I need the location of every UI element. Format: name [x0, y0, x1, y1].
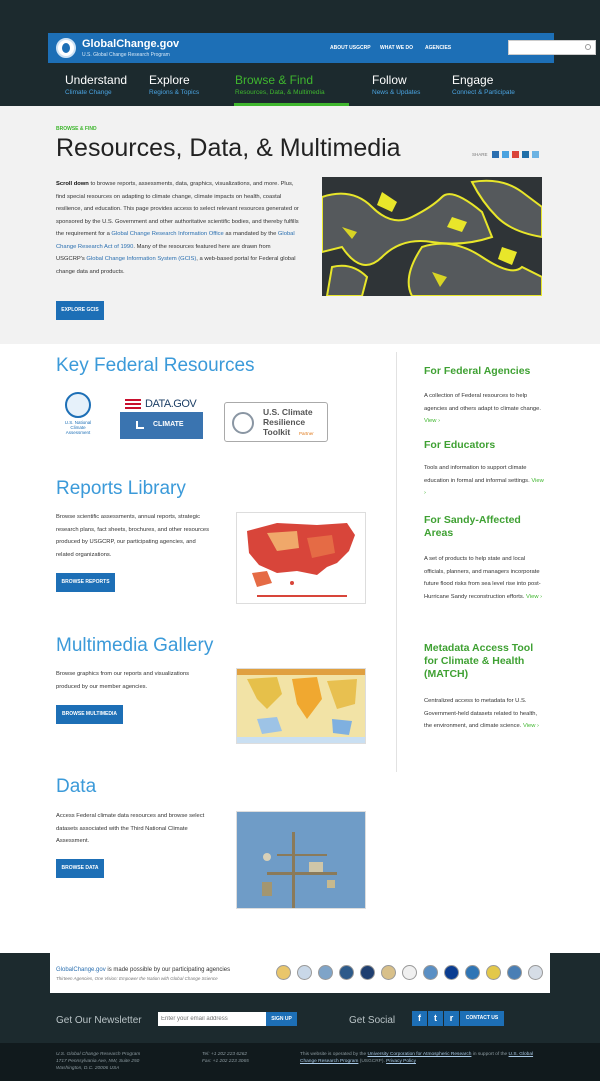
intro-part: . Many of the resources featured here are drawn from USGCRP's	[56, 243, 271, 262]
agency-seal-icon[interactable]	[528, 965, 543, 980]
agency-seal-icon[interactable]	[465, 965, 480, 980]
address-line: 1717 Pennsylvania Ave, NW, Suite 250	[56, 1059, 140, 1064]
chart-icon	[136, 421, 144, 429]
multimedia-heading: Multimedia Gallery	[56, 635, 214, 656]
agency-seal-icon[interactable]	[423, 965, 438, 980]
linkedin-icon[interactable]	[522, 151, 529, 158]
fax: Fax: +1 202 223 3065	[202, 1059, 249, 1064]
email-icon[interactable]	[532, 151, 539, 158]
browse-reports-button[interactable]: BROWSE REPORTS	[56, 573, 115, 592]
resilience-toolkit-logo[interactable]	[224, 402, 328, 442]
sign-up-button[interactable]: SIGN UP	[266, 1012, 297, 1026]
facebook-icon[interactable]	[492, 151, 499, 158]
intro-part: to browse reports, assessments, data, graphics, visualizations, and more. Plus, find special resources on adapting to climate change, climate impacts on health, coastal resilience, and education. This page provides access to select relevant resources generated or sponsored by the U.S. Government and other authoritative scientific bodies, and thereby fulfills the requirement for a	[56, 181, 299, 237]
brand-bar	[48, 33, 554, 63]
nca-globe-icon	[65, 392, 91, 418]
operator-part: in support of the	[471, 1052, 509, 1057]
address-line: U.S. Global Change Research Program	[56, 1052, 141, 1057]
sidebar-text-body: A collection of Federal resources to help agencies and others adapt to climate change.	[424, 393, 541, 412]
research-office-link[interactable]: Global Change Research Information Office	[111, 231, 224, 237]
agency-seal-icon[interactable]	[339, 965, 354, 980]
nca-label: U.S. National Climate Assessment	[64, 420, 92, 435]
us-temperature-map-image	[236, 512, 366, 604]
datagov-label: DATA.GOV	[145, 398, 197, 410]
agency-seal-icon[interactable]	[444, 965, 459, 980]
nav-title: Understand	[65, 73, 128, 87]
top-link-what-we-do[interactable]: WHAT WE DO	[380, 45, 413, 51]
weather-station-image	[236, 811, 366, 909]
twitter-icon[interactable]	[502, 151, 509, 158]
research-act-link[interactable]: Global Change Research Act of 1990	[56, 231, 295, 250]
made-possible-body: is made possible by our participating agencies	[105, 967, 231, 973]
contact-us-button[interactable]: CONTACT US	[460, 1011, 504, 1026]
toolkit-globe-icon	[232, 412, 254, 434]
reports-heading: Reports Library	[56, 478, 186, 499]
hero-flood-map-image	[322, 177, 542, 296]
browse-data-button[interactable]: BROWSE DATA	[56, 859, 104, 878]
nav-title: Explore	[149, 73, 190, 87]
sidebar-text-body: Tools and information to support climate education in formal and informal settings.	[424, 465, 530, 484]
operator-part: (USGCRP).	[358, 1059, 387, 1064]
site-header	[0, 0, 600, 106]
ucar-link[interactable]: University Corporation for Atmospheric Research	[367, 1052, 472, 1057]
top-link-agencies[interactable]: AGENCIES	[425, 45, 452, 51]
usgcrp-link[interactable]: U.S. Global Change Research Program	[300, 1052, 534, 1064]
nav-subtitle: Connect & Participate	[452, 89, 515, 96]
intro-lead: Scroll down	[56, 181, 89, 187]
top-link-about[interactable]: ABOUT USGCRP	[330, 45, 371, 51]
nav-subtitle: News & Updates	[372, 89, 421, 96]
bottom-footer	[0, 1043, 600, 1081]
tel: Tel: +1 202 223 6262	[202, 1052, 248, 1057]
us-flag-icon	[125, 399, 141, 409]
google-plus-icon[interactable]	[512, 151, 519, 158]
operator-part: This website is operated by the	[300, 1052, 368, 1057]
facebook-icon[interactable]: f	[412, 1011, 427, 1026]
data-text: Access Federal climate data resources and browse select datasets associated with the Third National Climate Assessment.	[56, 813, 205, 844]
sidebar-text	[424, 695, 544, 733]
nca-logo[interactable]	[60, 392, 96, 440]
agency-seal-icon[interactable]	[318, 965, 333, 980]
multimedia-text: Browse graphics from our reports and visualizations produced by our member agencies.	[56, 671, 190, 690]
toolkit-title: Toolkit	[263, 427, 291, 437]
datagov-logo[interactable]	[120, 397, 204, 411]
newsletter-footer	[0, 997, 600, 1043]
partner-label: Partner	[299, 431, 314, 436]
agency-seal-icon[interactable]	[507, 965, 522, 980]
nav-understand[interactable]	[65, 73, 127, 99]
sidebar-heading-federal-agencies[interactable]: For Federal Agencies	[424, 365, 531, 377]
address-line: Washington, D.C. 20006 USA	[56, 1066, 120, 1071]
tagline: Thirteen Agencies, One Vision: Empower the Nation with Global Change Science	[56, 976, 218, 981]
agency-seal-icon[interactable]	[486, 965, 501, 980]
nav-title: Follow	[372, 73, 407, 87]
nav-explore[interactable]	[149, 73, 199, 99]
twitter-icon[interactable]: t	[428, 1011, 443, 1026]
climate-label: CLIMATE	[153, 421, 184, 428]
gcis-link[interactable]: Global Change Information System (GCIS)	[86, 256, 197, 262]
newsletter-label: Get Our Newsletter	[56, 1015, 142, 1026]
address	[56, 1051, 140, 1072]
agency-seal-icon[interactable]	[381, 965, 396, 980]
agencies-panel	[50, 953, 550, 993]
sidebar-text-body: Centralized access to metadata for U.S. Government-held datasets related to health, the environment, and climate science.	[424, 698, 538, 729]
privacy-policy-link[interactable]: Privacy Policy	[386, 1059, 416, 1064]
intro-part: as mandated by the	[223, 231, 278, 237]
nav-title: Browse & Find	[235, 73, 314, 87]
reports-text: Browse scientific assessments, annual reports, strategic research plans, fact sheets, brochures, and other resources produced by USGCRP, our participating agencies, and related organizations.	[56, 514, 210, 558]
agency-seal-icon[interactable]	[297, 965, 312, 980]
agencies-footer	[0, 953, 600, 997]
view-link[interactable]: View ›	[424, 477, 544, 496]
agency-seal-icon[interactable]	[402, 965, 417, 980]
climate-data-button[interactable]	[120, 412, 203, 439]
intro-part: , a web-based portal for Federal global change data and products.	[56, 256, 296, 275]
globe-logo-icon[interactable]	[56, 38, 76, 58]
made-possible-text	[56, 967, 230, 973]
share-label: SHARE	[472, 152, 488, 157]
globalchange-link[interactable]: GlobalChange.gov	[56, 967, 106, 973]
browse-multimedia-button[interactable]: BROWSE MULTIMEDIA	[56, 705, 123, 724]
hero-section	[0, 106, 600, 344]
nav-engage[interactable]	[452, 73, 515, 99]
nav-subtitle: Climate Change	[65, 89, 112, 96]
sidebar-text	[424, 553, 544, 603]
agency-seal-icon[interactable]	[360, 965, 375, 980]
search-input[interactable]	[508, 40, 596, 55]
data-heading: Data	[56, 776, 97, 797]
breadcrumb: BROWSE & FIND	[56, 126, 97, 132]
sidebar-heading-sandy[interactable]: For Sandy-Affected Areas	[424, 514, 521, 539]
sidebar-heading-match[interactable]: Metadata Access Tool for Climate & Health (MATCH)	[424, 642, 534, 680]
agency-seal-icon[interactable]	[276, 965, 291, 980]
sidebar-text	[424, 462, 544, 500]
rss-icon[interactable]: r	[444, 1011, 459, 1026]
phone-info	[202, 1051, 249, 1065]
view-link[interactable]: View ›	[522, 723, 539, 729]
global-temperature-map-image	[236, 668, 366, 744]
search-icon[interactable]	[585, 44, 591, 50]
toolkit-title: U.S. Climate	[263, 407, 313, 417]
sidebar-text	[424, 390, 544, 428]
view-link[interactable]: View ›	[526, 593, 543, 600]
nav-subtitle: Resources, Data, & Multimedia	[235, 89, 325, 96]
sidebar-heading-educators[interactable]: For Educators	[424, 439, 496, 451]
explore-gcis-button[interactable]: EXPLORE GCIS	[56, 301, 104, 320]
operator-text	[300, 1051, 548, 1065]
sidebar-text-body: A set of products to help state and local officials, planners, and managers incorporate future flood risks from sea level rise into post-Hurricane Sandy reconstruction efforts.	[424, 556, 541, 600]
site-subtitle: U.S. Global Change Research Program	[82, 52, 170, 58]
nav-title: Engage	[452, 73, 494, 87]
social-label: Get Social	[349, 1015, 396, 1026]
key-resources-heading: Key Federal Resources	[56, 355, 255, 376]
sidebar-divider	[396, 352, 397, 772]
page-title: Resources, Data, & Multimedia	[56, 134, 401, 162]
intro-text	[56, 178, 301, 278]
site-name[interactable]: GlobalChange.gov	[82, 38, 180, 50]
newsletter-email-input[interactable]	[158, 1012, 266, 1026]
view-link[interactable]: View ›	[424, 418, 441, 424]
nav-browse-find[interactable]	[235, 73, 325, 99]
nav-follow[interactable]	[372, 73, 420, 99]
nav-subtitle: Regions & Topics	[149, 89, 200, 96]
toolkit-title: Resilience	[263, 417, 306, 427]
